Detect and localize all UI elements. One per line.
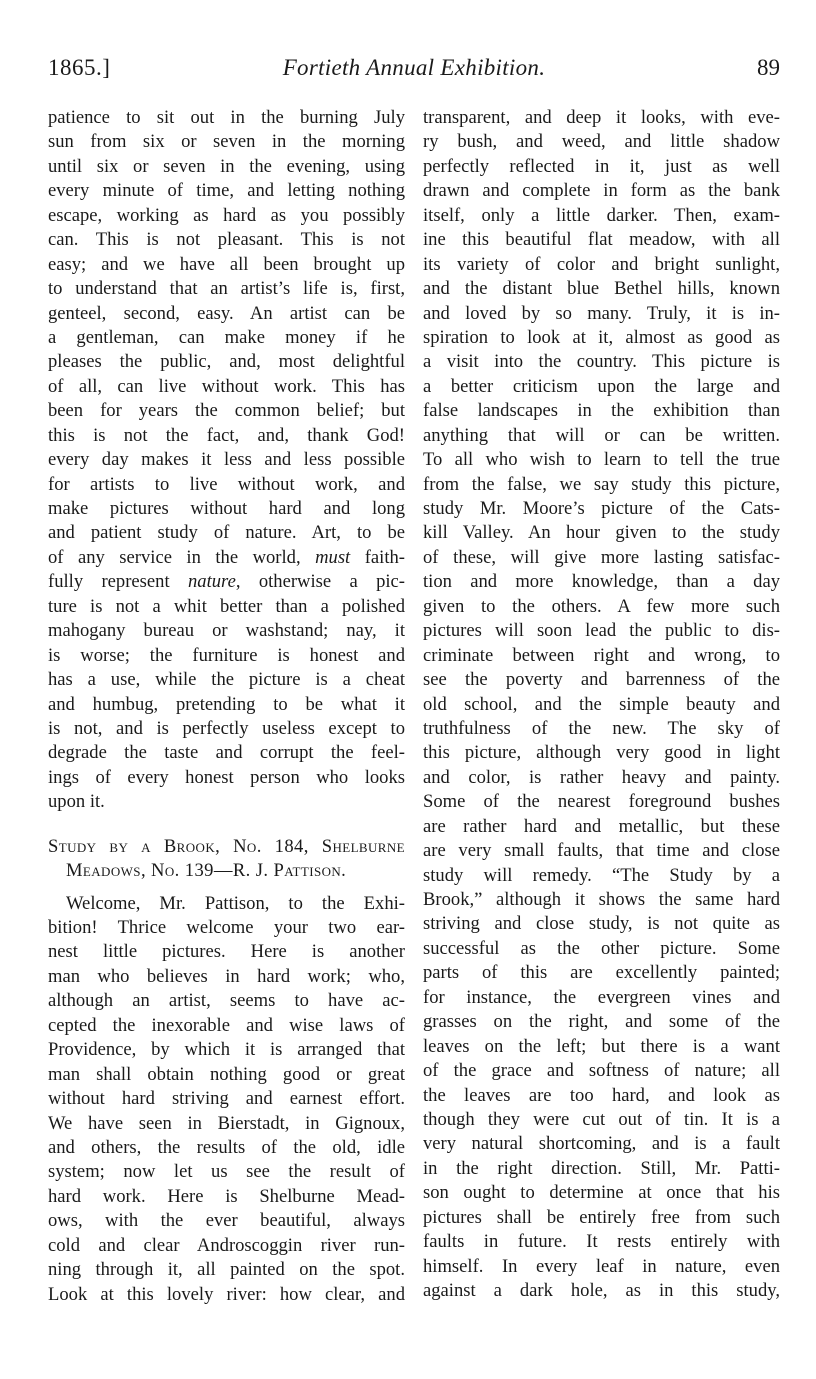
text-line: transparent, and deep it looks, with eve- [423, 107, 780, 128]
text-line: ings of every honest person who looks [48, 766, 405, 788]
text-line: Providence, by which it is arranged that [48, 1039, 405, 1061]
text-line: for instance, the evergreen vines and [423, 986, 780, 1008]
text-line: given to the others. A few more such [423, 595, 780, 617]
text-line: fully represent nature, otherwise a pic- [48, 571, 405, 593]
text-line: against a dark hole, as in this study, [423, 1280, 780, 1301]
text-line: though they were cut out of tin. It is a [423, 1108, 780, 1130]
paragraph-continued [48, 106, 405, 546]
text-line: cepted the inexorable and wise laws of [48, 1014, 405, 1036]
text-line: is not, and is perfectly useless except to [48, 717, 405, 739]
text-line: and loved by so many. Truly, it is in- [423, 302, 780, 324]
text-line: son ought to determine at once that his [423, 1182, 780, 1204]
text-line: nest little pictures. Here is another [48, 941, 405, 963]
section-heading-line-1: Study by a Brook, No. 184, Shelburne [48, 835, 405, 857]
section-gap [48, 815, 405, 835]
text-line: see the poverty and barrenness of the [423, 669, 780, 691]
text-line: false landscapes in the exhibition than [423, 400, 780, 422]
text-line: been for years the common belief; but [48, 400, 405, 422]
text-line: Some of the nearest foreground bushes [423, 791, 780, 813]
text-line: kill Valley. An hour given to the study [423, 522, 780, 544]
text-line: make pictures without hard and long [48, 498, 405, 519]
text-line: a visit into the country. This picture is [423, 351, 780, 373]
text-line: striving and close study, is not quite as [423, 913, 780, 935]
text-line: genteel, second, easy. An artist can be [48, 302, 405, 324]
text-line: grasses on the right, and some of the [423, 1011, 780, 1033]
text-line: parts of this are excellently painted; [423, 962, 780, 984]
left-column [48, 106, 405, 1307]
text-line: patience to sit out in the burning July [48, 107, 405, 128]
text-line: a better criticism upon the large and [423, 375, 780, 397]
text-line: successful as the other picture. Some [423, 937, 780, 959]
header-title: Fortieth Annual Exhibition. [282, 55, 546, 80]
text-line: and patient study of nature. Art, to be [48, 522, 405, 544]
text-line: can. This is not pleasant. This is not [48, 229, 405, 251]
text-line: system; now let us see the result of [48, 1161, 405, 1183]
text-line: upon it. [48, 791, 105, 813]
text-line: of these, will give more lasting satisfac- [423, 546, 780, 568]
text-line: are very small faults, that time and close [423, 840, 780, 862]
text-line: from the false, we say study this picture, [423, 473, 780, 495]
text-line: anything that will or can be written. [423, 424, 780, 446]
text-line: for artists to live without work, and [48, 473, 405, 495]
text-line: pleases the public, and, most delightful [48, 351, 405, 373]
text-line: pictures will soon lead the public to dis- [423, 620, 780, 642]
text-line: pictures shall be entirely free from such [423, 1206, 780, 1228]
right-column [423, 106, 780, 1303]
text-line: are rather hard and metallic, but these [423, 815, 780, 837]
text-line: of all, can live without work. This has [48, 375, 405, 397]
text-line: of any service in the world, must faith- [48, 546, 405, 568]
page-number: 89 [757, 55, 780, 80]
text-line: Welcome, Mr. Pattison, to the Exhi- [66, 892, 405, 914]
text-line: truthfulness of the new. The sky of [423, 717, 780, 739]
paragraph-pattison-review [48, 892, 405, 1307]
text-line: perfectly reflected in it, just as well [423, 155, 780, 177]
text-line: spiration to look at it, almost as good as [423, 326, 780, 348]
text-line: without hard striving and earnest effort. [48, 1088, 405, 1110]
text-line: degrade the taste and corrupt the feel- [48, 742, 405, 764]
text-line: leaves on the left; but there is a want [423, 1035, 780, 1057]
text-line: man who believes in hard work; who, [48, 965, 405, 987]
text-line: man shall obtain nothing good or great [48, 1063, 405, 1085]
text-line: ine this beautiful flat meadow, with all [423, 229, 780, 251]
text-line: every minute of time, and letting nothing [48, 180, 405, 202]
text-line: is worse; the furniture is honest and [48, 644, 405, 666]
text-line: faults in future. It rests entirely with [423, 1231, 780, 1253]
text-line: every day makes it less and less possible [48, 449, 405, 471]
text-line: bition! Thrice welcome your two ear- [48, 917, 405, 938]
text-line: tion and more knowledge, than a day [423, 571, 780, 593]
text-line: ry bush, and weed, and little shadow [423, 131, 780, 153]
text-line: ture is not a whit better than a polished [48, 595, 405, 617]
text-line: sun from six or seven in the morning [48, 131, 405, 153]
text-line: the leaves are too hard, and look as [423, 1084, 780, 1106]
text-line: itself, only a little darker. Then, exam- [423, 204, 780, 226]
text-line: and others, the results of the old, idle [48, 1136, 405, 1158]
text-line: this is not the fact, and, thank God! [48, 424, 405, 446]
text-line: old school, and the simple beauty and [423, 693, 780, 715]
text-line: of the grace and softness of nature; all [423, 1060, 780, 1082]
heading-gap [48, 884, 405, 892]
text-line: ning through it, all painted on the spot. [48, 1259, 405, 1281]
text-line: has a use, while the picture is a cheat [48, 669, 405, 691]
text-line: Brook,” although it shows the same hard [423, 889, 780, 910]
text-line: its variety of color and bright sunlight, [423, 253, 780, 275]
text-line: To all who wish to learn to tell the true [423, 449, 780, 471]
text-line: criminate between right and wrong, to [423, 644, 780, 666]
emphasis-nature: nature [187, 571, 236, 593]
text-line: hard work. Here is Shelburne Mead- [48, 1185, 405, 1207]
text-line: ows, with the ever beautiful, always [48, 1210, 405, 1232]
emphasis-must: must [315, 546, 351, 568]
text-line: escape, working as hard as you possibly [48, 204, 405, 226]
text-line: drawn and complete in form as the bank [423, 180, 780, 202]
text-line: study will remedy. “The Study by a [423, 864, 780, 886]
text-line: very natural shortcoming, and is a fault [423, 1133, 780, 1155]
text-line: study Mr. Moore’s picture of the Cats- [423, 498, 780, 519]
paragraph-continued-rest [48, 595, 405, 815]
text-line: and the distant blue Bethel hills, known [423, 278, 780, 300]
text-line: and color, is rather heavy and painty. [423, 766, 780, 788]
text-line: easy; and we have all been brought up [48, 253, 405, 275]
text-line: mahogany bureau or washstand; nay, it [48, 620, 405, 642]
text-line: until six or seven in the evening, using [48, 155, 405, 177]
text-line: a gentleman, can make money if he [48, 326, 405, 348]
text-line: to understand that an artist’s life is, first, [48, 278, 405, 300]
section-heading-line-2: Meadows, No. 139—R. J. Pattison. [66, 860, 347, 882]
header-year: 1865.] [48, 55, 111, 80]
text-line: in the right direction. Still, Mr. Patti- [423, 1157, 780, 1179]
text-line: himself. In every leaf in nature, even [423, 1255, 780, 1277]
running-head [48, 55, 780, 89]
text-line: and humbug, pretending to be what it [48, 693, 405, 715]
text-line: cold and clear Androscoggin river run- [48, 1234, 405, 1256]
text-line: We have seen in Bierstadt, in Gignoux, [48, 1112, 405, 1134]
text-line: Look at this lovely river: how clear, and [48, 1283, 405, 1305]
text-line: although an artist, seems to have ac- [48, 990, 405, 1012]
text-line: this picture, although very good in light [423, 742, 780, 764]
